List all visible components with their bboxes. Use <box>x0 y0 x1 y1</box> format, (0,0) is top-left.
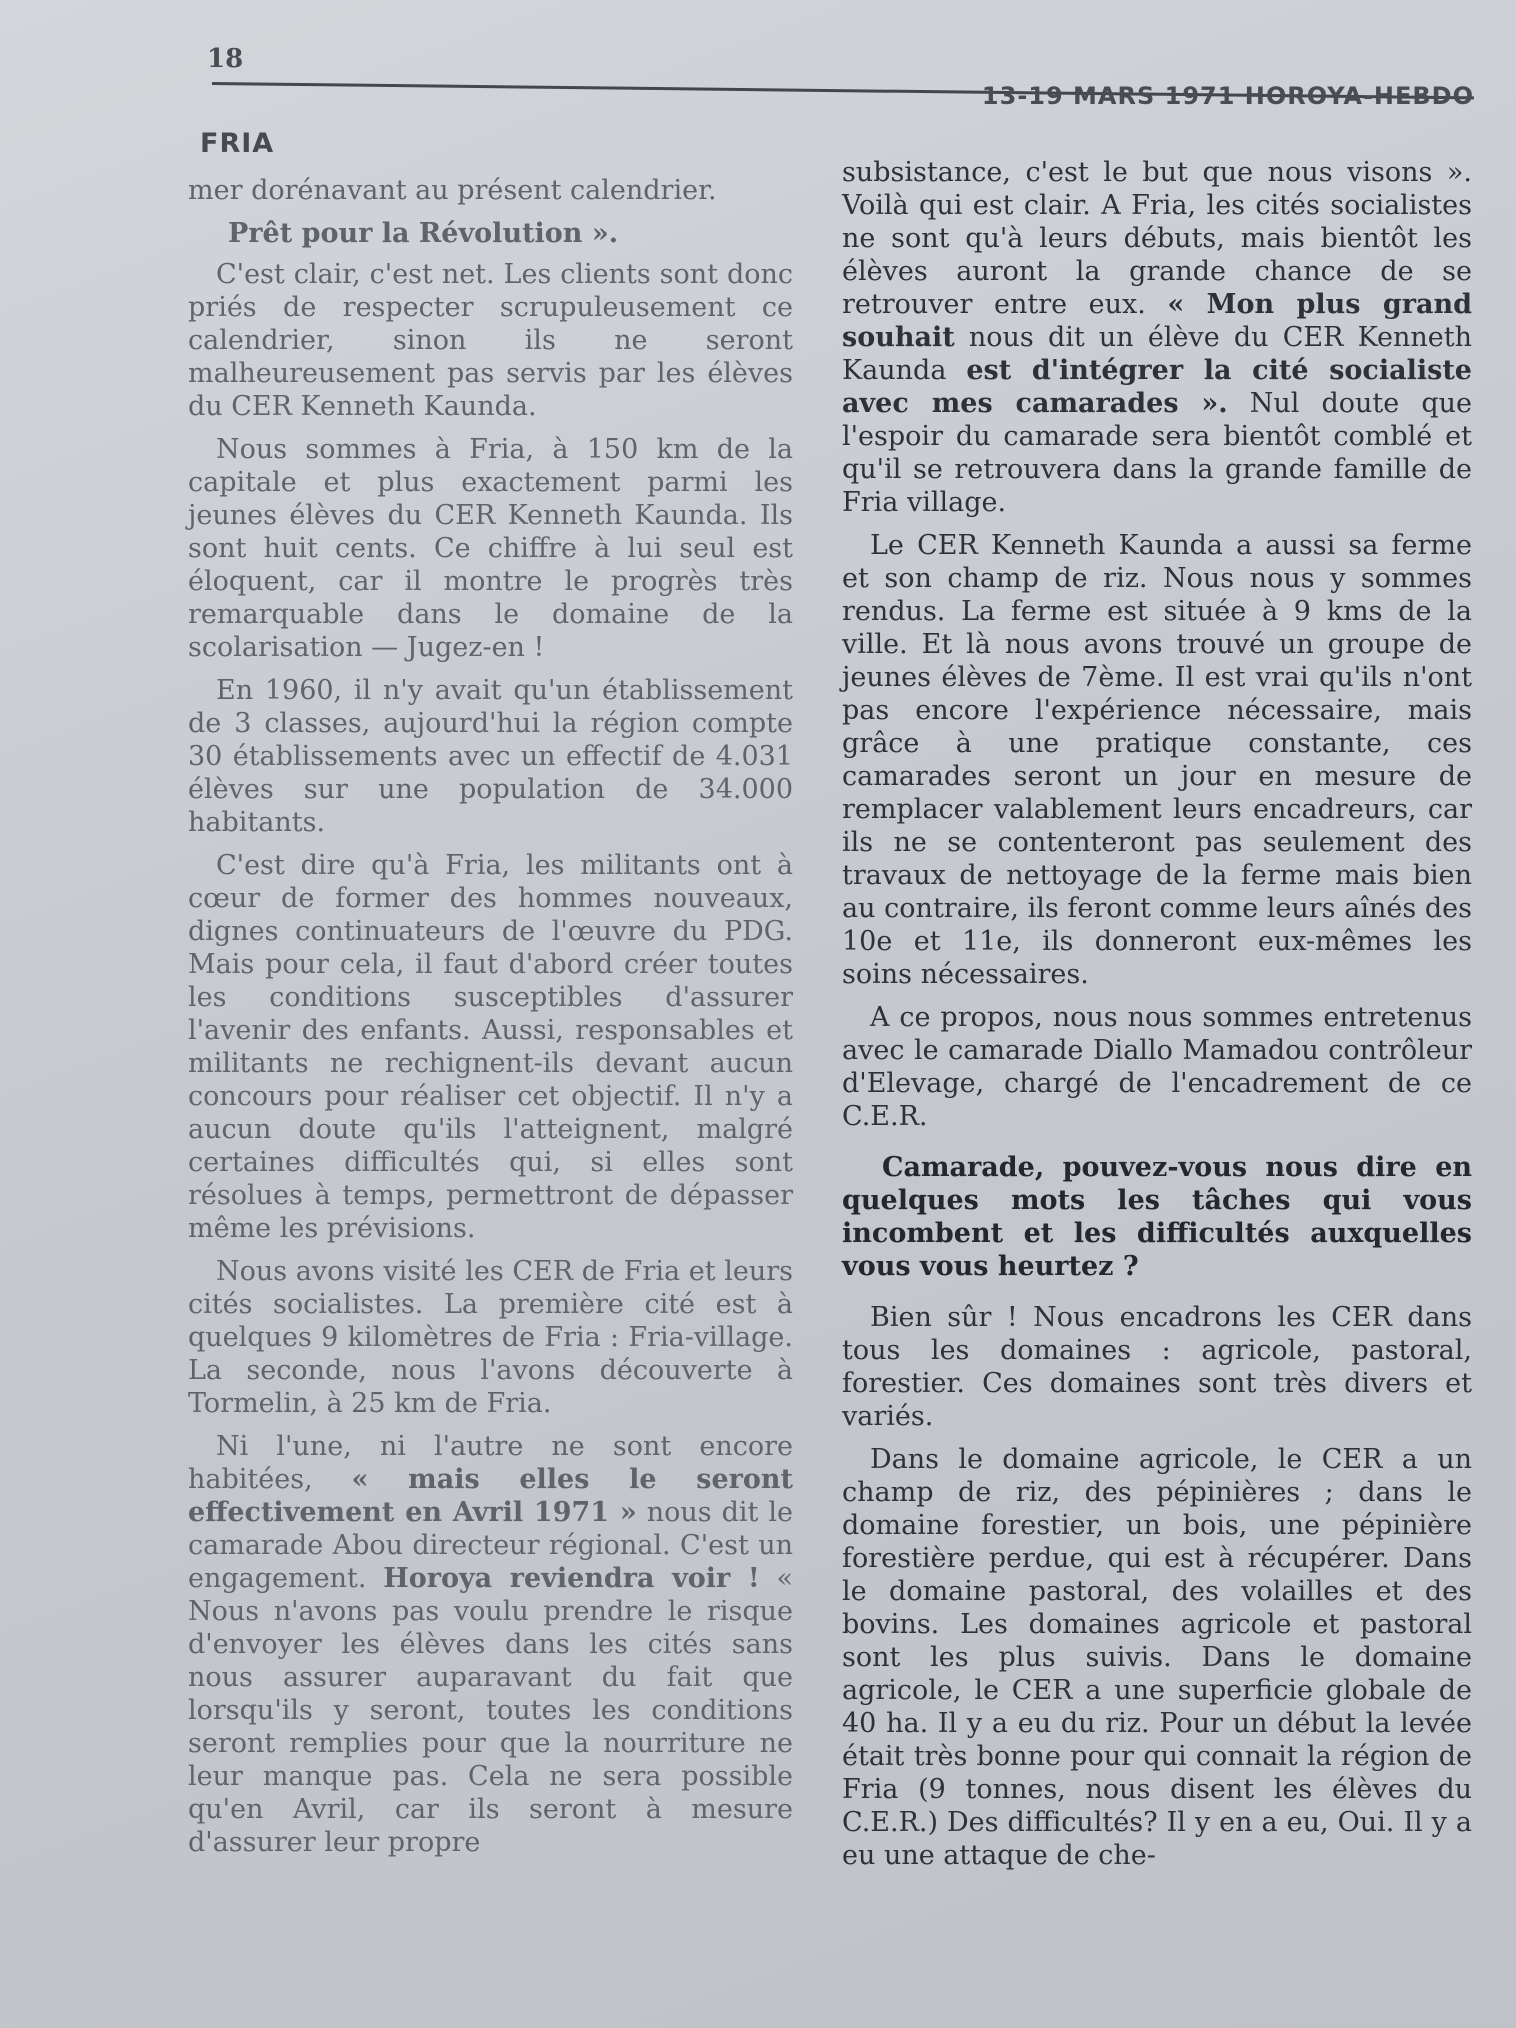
paragraph: Le CER Kenneth Kaunda a aussi sa ferme et son champ de riz. Nous nous y sommes rendus. La ferme est située à 9 kms de la ville. Et là nous avons trouvé un groupe de jeunes élèves de 7ème. Il est vrai qu'ils n'ont pas encore l'expérience nécessaire, mais grâce à une pratique constante, ces camarades seront un jour en mesure de remplacer valablement leurs encadreurs, car ils ne se contenteront pas seulement des travaux de nettoyage de la ferme mais bien au contraire, ils feront comme leurs aînés des 10e et 11e, ils donneront eux-mêmes les soins nécessaires. <box>842 530 1472 990</box>
bold-quote: « mais elles le seront effectivement en Avril 1971 » <box>188 1464 793 1528</box>
text-run: subsistance, c'est le but que nous visons ». Voilà qui est clair. A Fria, les cités socialistes ne sont qu'à leurs débuts, mais bientôt les élèves auront la grande chance de se retrouver entre eux. <box>842 157 1472 320</box>
subheading: Prêt pour la Révolution ». <box>228 218 619 249</box>
paragraph <box>188 1430 793 1859</box>
text-run: nous dit un élève du CER Kenneth Kaunda <box>842 322 1472 386</box>
masthead-dateline: 13-19 MARS 1971 HOROYA-HEBDO <box>981 82 1474 110</box>
bold-quote: « Mon plus grand souhait <box>842 289 1472 353</box>
bold-phrase: Horoya reviendra voir ! <box>383 1563 760 1594</box>
paragraph: A ce propos, nous nous sommes entretenus avec le camarade Diallo Mamadou contrôleur d'Elevage, chargé de l'encadrement de ce C.E.R. <box>842 1002 1472 1132</box>
paragraph: Dans le domaine agricole, le CER a un champ de riz, des pépinières ; dans le domaine forestier, un bois, une pépinière forestière perdue, qui est à récupérer. Dans le domaine pastoral, des volailles et des bovins. Les domaines agricole et pastoral sont les plus suivis. Dans le domaine agricole, le CER a une superficie globale de 40 ha. Il y a eu du riz. Pour un début la levée était très bonne pour qui connait la région de Fria (9 tonnes, nous disent les élèves du C.E.R.) Des difficultés? Il y en a eu, Oui. Il y a eu une attaque de che- <box>842 1444 1472 1871</box>
paragraph: C'est dire qu'à Fria, les militants ont à cœur de former des hommes nouveaux, dignes continuateurs de l'œuvre du PDG. Mais pour cela, il faut d'abord créer toutes les conditions susceptibles d'assurer l'avenir des enfants. Aussi, responsables et militants ne rechignent-ils devant aucun concours pour réaliser cet objectif. Il n'y a aucun doute qu'ils l'atteignent, malgré certaines difficultés qui, si elles sont résolues à temps, permettront de dépasser même les prévisions. <box>188 850 793 1244</box>
paragraph: Nous sommes à Fria, à 150 km de la capitale et plus exactement parmi les jeunes élèves du CER Kenneth Kaunda. Ils sont huit cents. Ce chiffre à lui seul est éloquent, car il montre le progrès très remarquable dans le domaine de la scolarisation — Jugez-en ! <box>188 434 793 663</box>
section-label: FRIA <box>200 128 275 159</box>
bold-quote: est d'intégrer la cité socialiste avec mes camarades ». <box>842 355 1472 419</box>
text-run: Ni l'une, ni l'autre ne sont encore habitées, <box>188 1431 793 1495</box>
paragraph: mer dorénavant au présent calendrier. <box>188 175 717 206</box>
paragraph: C'est clair, c'est net. Les clients sont donc priés de respecter scrupuleusement ce calendrier, sinon ils ne seront malheureusement pas servis par les élèves du CER Kenneth Kaunda. <box>188 259 793 422</box>
interview-question: Camarade, pouvez-vous nous dire en quelques mots les tâches qui vous incombent et les difficultés auxquelles vous vous heurtez ? <box>842 1152 1472 1282</box>
text-run: « Nous n'avons pas voulu prendre le risque d'envoyer les élèves dans les cités sans nous assurer auparavant du fait que lorsqu'ils y seront, toutes les conditions seront remplies pour que la nourriture ne leur manque pas. Cela ne sera possible qu'en Avril, car ils seront à mesure d'assurer leur propre <box>188 1563 793 1858</box>
text-run: nous dit le camarade Abou directeur régional. C'est un engagement. <box>188 1497 793 1594</box>
paragraph: Bien sûr ! Nous encadrons les CER dans tous les domaines : agricole, pastoral, forestier. Ces domaines sont très divers et variés. <box>842 1302 1472 1432</box>
page-number: 18 <box>207 44 244 74</box>
paragraph: En 1960, il n'y avait qu'un établissement de 3 classes, aujourd'hui la région compte 30 établissements avec un effectif de 4.031 élèves sur une population de 34.000 habitants. <box>188 675 793 838</box>
right-column <box>842 156 1472 1882</box>
paragraph <box>842 156 1472 519</box>
paragraph: Nous avons visité les CER de Fria et leurs cités socialistes. La première cité est à quelques 9 kilomètres de Fria : Fria-village. La seconde, nous l'avons découverte à Tormelin, à 25 km de Fria. <box>188 1256 793 1419</box>
text-run: Nul doute que l'espoir du camarade sera bientôt comblé et qu'il se retrouvera dans la grande famille de Fria village. <box>842 388 1472 518</box>
left-column <box>188 174 793 1869</box>
